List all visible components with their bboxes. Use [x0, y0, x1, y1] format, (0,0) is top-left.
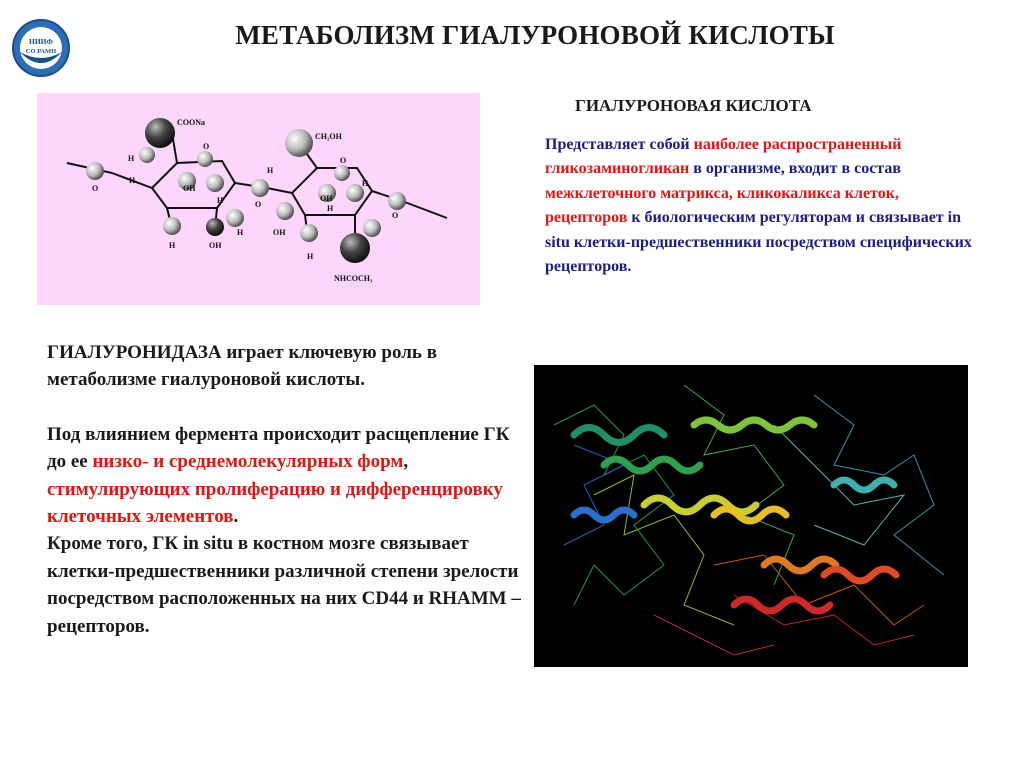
hyaluronic-acid-subtitle: ГИАЛУРОНОВАЯ КИСЛОТА [575, 96, 812, 115]
nhcoch3-label: NHCOCH₃ [334, 274, 373, 283]
page-title: МЕТАБОЛИЗМ ГИАЛУРОНОВОЙ КИСЛОТЫ [235, 20, 835, 50]
svg-text:H: H [217, 196, 224, 205]
svg-text:H: H [307, 252, 314, 261]
svg-text:O: O [340, 156, 347, 165]
logo-line2: СО РАМН [25, 48, 57, 55]
svg-text:H: H [327, 204, 334, 213]
svg-text:OH: OH [320, 194, 333, 203]
svg-text:H: H [128, 154, 135, 163]
svg-text:OH: OH [273, 228, 286, 237]
hyaluronic-acid-description: Представляет собой наиболее распространенный гликозаминогликан в организме, входит в состав межклеточного матрикса, кликокаликса клеток, рецепторов к биологическим регуляторам и связывает in situ клетки-предшественники посредством специфических рецепторов. [545, 136, 972, 276]
hyaluronidase-text [47, 339, 522, 640]
hyaluronic-acid-structure [37, 93, 480, 305]
svg-text:O: O [392, 211, 399, 220]
coona-label: COONa [177, 118, 205, 127]
svg-text:H: H [267, 166, 274, 175]
paragraph-in-situ: Кроме того, ГК in situ в костном мозге связывает клетки-предшественники различной степени зрелости посредством расположенных на них CD44 и RHAMM – рецепторов. [47, 533, 521, 637]
paragraph-role: ГИАЛУРОНИДАЗА играет ключевую роль в метаболизме гиалуроновой кислоты. [47, 342, 437, 391]
svg-text:H: H [169, 241, 176, 250]
hyaluronidase-protein-structure [534, 365, 968, 667]
svg-text:OH: OH [209, 241, 222, 250]
logo-line1: НИИФ [29, 37, 53, 46]
svg-text:H: H [129, 176, 136, 185]
svg-text:O: O [203, 142, 210, 151]
svg-text:O: O [255, 200, 262, 209]
svg-text:OH: OH [183, 184, 196, 193]
svg-text:O: O [92, 184, 99, 193]
svg-text:H: H [362, 179, 369, 188]
svg-text:H: H [237, 228, 244, 237]
ch2oh-label: CH₂OH [315, 132, 342, 141]
paragraph-cleavage: Под влиянием фермента происходит расщепление ГК до ее низко- и среднемолекулярных форм, стимулирующих пролиферацию и дифференцировку клеточных элементов. [47, 423, 510, 528]
